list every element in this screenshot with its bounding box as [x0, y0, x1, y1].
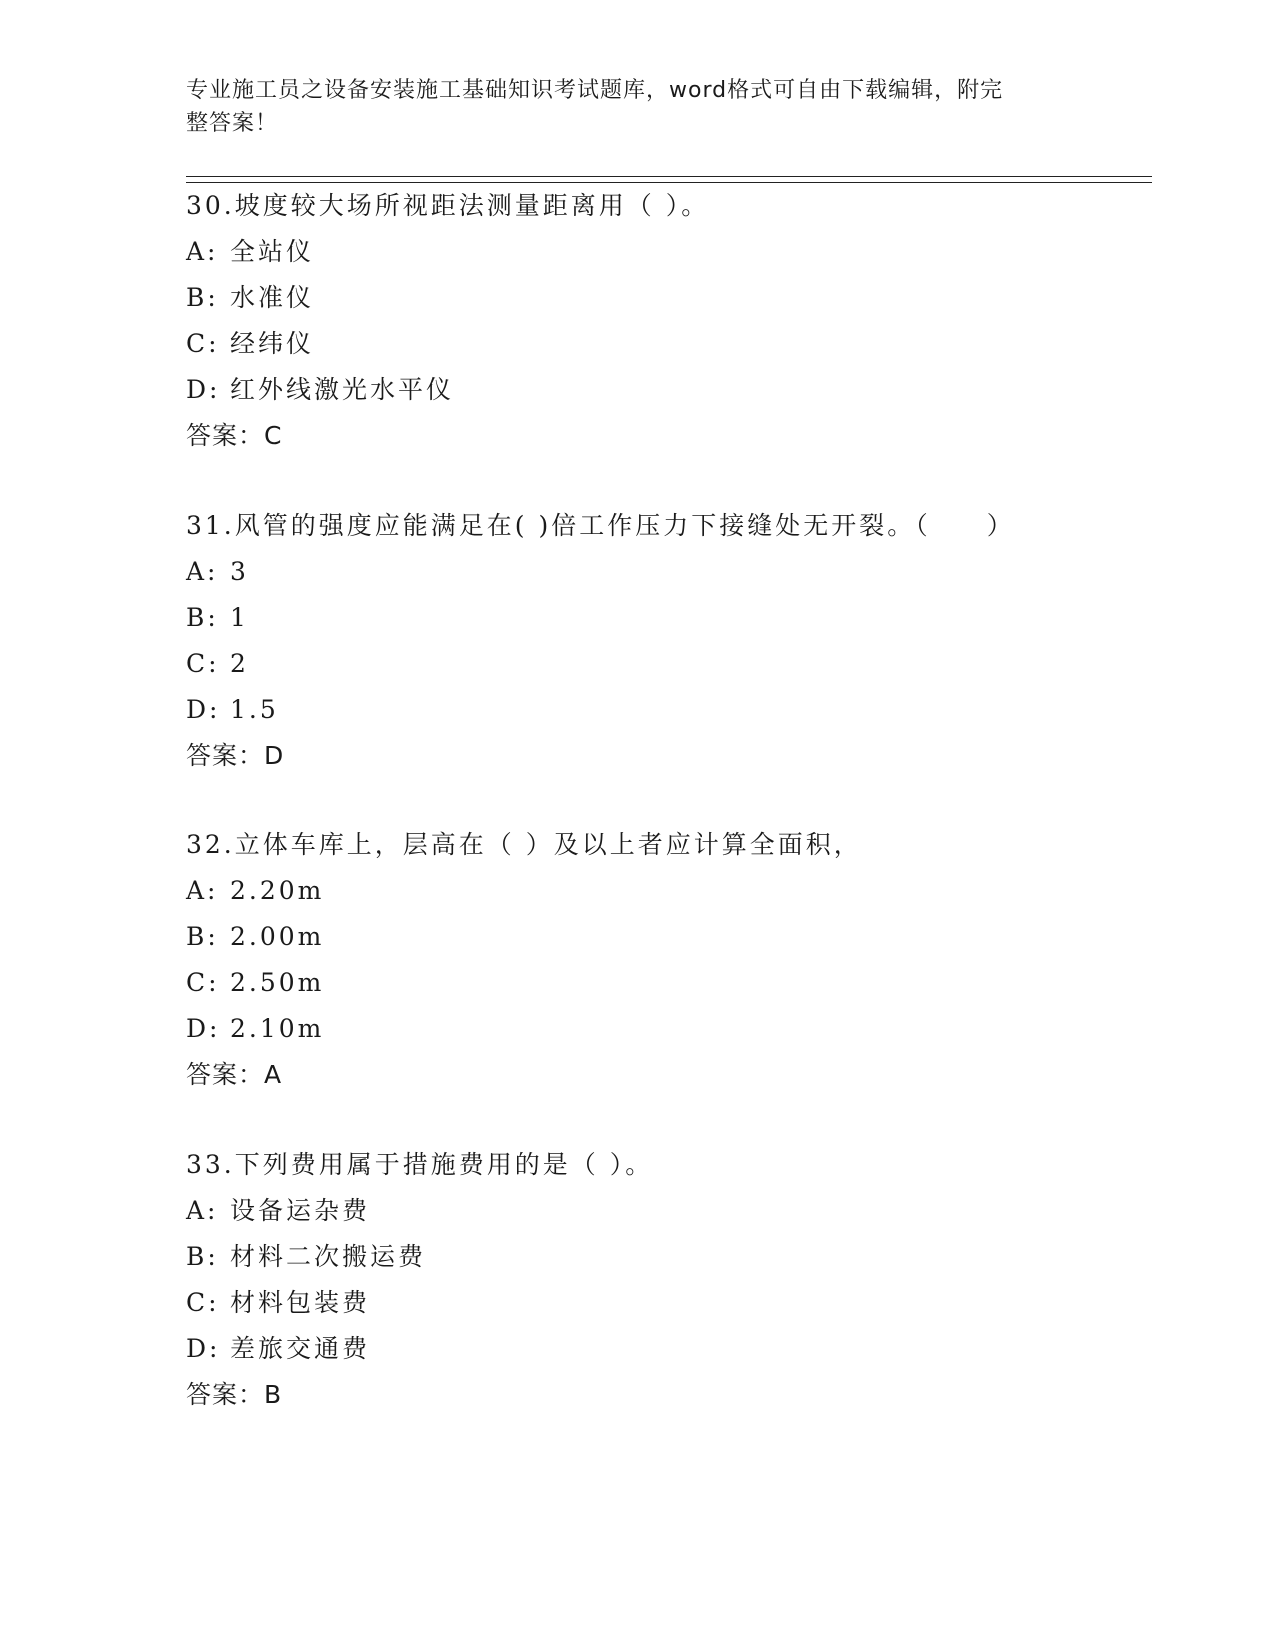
option-letter: C: [186, 649, 220, 678]
option-text: 1 [230, 603, 249, 632]
option-letter: C: [186, 968, 220, 997]
option-text: 2.50m [230, 968, 325, 997]
option-letter: D: [186, 1334, 221, 1363]
header-line-2: 整答案！ [186, 111, 279, 136]
option-letter: B: [186, 603, 219, 632]
option-b [186, 1234, 1146, 1280]
answer-line: 答案：C [186, 421, 283, 450]
option-letter: A: [186, 237, 219, 266]
answer-line: 答案：A [186, 1060, 283, 1089]
question-31 [186, 503, 1146, 779]
question-33 [186, 1142, 1146, 1418]
option-letter: C: [186, 1288, 220, 1317]
question-stem: 31.风管的强度应能满足在( )倍工作压力下接缝处无开裂。（ ） [186, 511, 1015, 540]
option-letter: A: [186, 557, 219, 586]
option-text: 红外线激光水平仪 [230, 375, 455, 404]
option-letter: C: [186, 329, 220, 358]
option-letter: D: [186, 375, 221, 404]
option-a [186, 229, 1146, 275]
option-text: 材料包装费 [230, 1288, 371, 1317]
option-a [186, 1188, 1146, 1234]
option-d [186, 1326, 1146, 1372]
option-letter: B: [186, 283, 219, 312]
question-32 [186, 822, 1146, 1098]
question-stem: 30.坡度较大场所视距法测量距离用（ ）。 [186, 191, 710, 220]
option-letter: B: [186, 1242, 219, 1271]
question-stem: 32.立体车库上，层高在（ ）及以上者应计算全面积， [186, 830, 862, 859]
option-text: 设备运杂费 [230, 1196, 371, 1225]
option-letter: D: [186, 1014, 221, 1043]
option-text: 全站仪 [230, 237, 315, 266]
document-header [186, 74, 1066, 140]
option-text: 2.00m [230, 922, 325, 951]
option-b [186, 914, 1146, 960]
option-text: 差旅交通费 [230, 1334, 371, 1363]
option-c [186, 960, 1146, 1006]
option-letter: B: [186, 922, 219, 951]
option-text: 水准仪 [230, 283, 315, 312]
option-text: 2.10m [230, 1014, 325, 1043]
option-text: 3 [230, 557, 249, 586]
option-letter: A: [186, 876, 219, 905]
answer-line: 答案：D [186, 741, 285, 770]
question-stem: 33.下列费用属于措施费用的是（ ）。 [186, 1150, 654, 1179]
option-d [186, 687, 1146, 733]
option-a [186, 549, 1146, 595]
option-b [186, 595, 1146, 641]
option-c [186, 1280, 1146, 1326]
option-letter: D: [186, 695, 221, 724]
option-b [186, 275, 1146, 321]
option-a [186, 868, 1146, 914]
option-c [186, 641, 1146, 687]
option-letter: A: [186, 1196, 219, 1225]
option-text: 材料二次搬运费 [230, 1242, 427, 1271]
header-divider-top [186, 176, 1152, 177]
option-d [186, 367, 1146, 413]
question-30 [186, 183, 1146, 459]
option-text: 2.20m [230, 876, 325, 905]
option-c [186, 321, 1146, 367]
option-text: 经纬仪 [230, 329, 315, 358]
answer-line: 答案：B [186, 1380, 283, 1409]
option-d [186, 1006, 1146, 1052]
header-line-1: 专业施工员之设备安装施工基础知识考试题库，word格式可自由下载编辑，附完 [186, 78, 1004, 103]
option-text: 1.5 [230, 695, 279, 724]
option-text: 2 [230, 649, 249, 678]
